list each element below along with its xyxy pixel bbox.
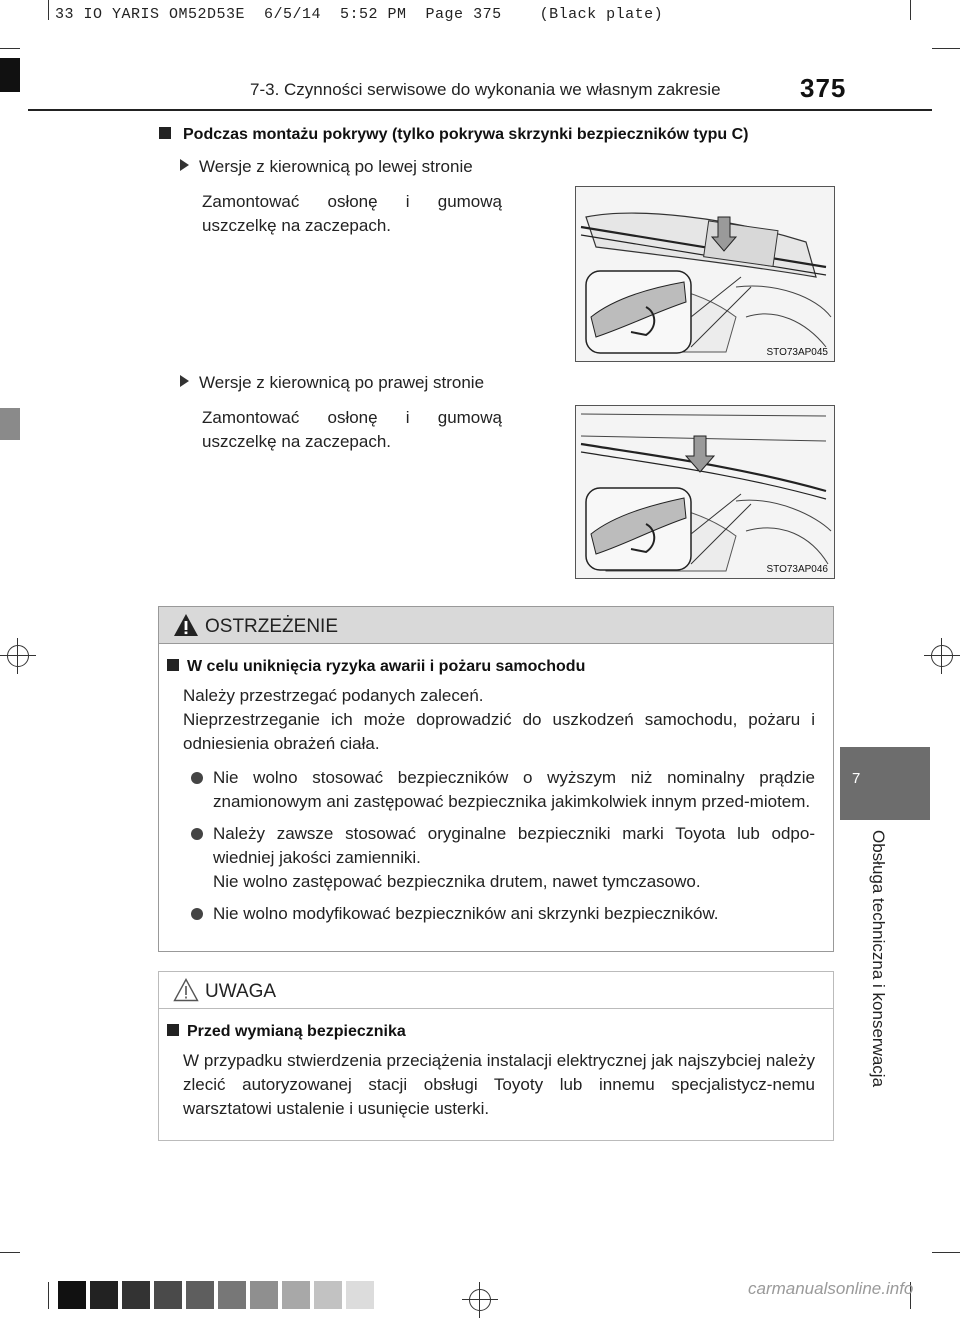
caution-header	[159, 972, 833, 1009]
watermark-text: carmanualsonline.info	[748, 1279, 914, 1298]
registration-mark	[0, 638, 36, 674]
warning-subheading-text: W celu uniknięcia ryzyka awarii i pożaru samochodu	[187, 658, 586, 675]
warning-intro-line2: Nieprzestrzeganie ich może doprowadzić do uszkodzeń samochodu, pożaru i odniesienia obrażeń ciała.	[183, 710, 815, 753]
figure-code: STO73AP046	[766, 564, 828, 575]
crop-mark	[932, 48, 960, 49]
print-slug: 33 IO YARIS OM52D53E 6/5/14 5:52 PM Page 375 (Black plate)	[55, 6, 664, 23]
crop-mark	[0, 1252, 20, 1253]
bullet-dot-icon	[191, 772, 203, 784]
warning-bullet	[213, 766, 815, 814]
caution-heading: UWAGA	[205, 981, 277, 1002]
triangle-bullet-icon	[180, 375, 189, 387]
warning-bullet-extra: Nie wolno zastępować bezpiecznika drutem, nawet tymczasowo.	[213, 872, 701, 891]
instruction-text: Zamontować osłonę i gumową uszczelkę na zaczepach.	[202, 192, 502, 235]
warning-bullet-text: Nie wolno modyfikować bezpieczników ani skrzynki bezpieczników.	[213, 904, 719, 923]
corner-block	[0, 58, 20, 92]
side-marker	[0, 408, 20, 440]
crop-mark	[932, 1252, 960, 1253]
warning-intro-line1: Należy przestrzegać podanych zaleceń.	[183, 686, 484, 705]
caution-text: W przypadku stwierdzenia przeciążenia instalacji elektrycznej jak najszybciej należy zlecić autoryzowanej stacji obsługi Toyoty lub innemu specjalistycz-nemu warsztatowi ustalenie i usunięcie usterki.	[183, 1051, 815, 1118]
header-rule	[28, 109, 932, 111]
crop-mark	[48, 1282, 49, 1309]
fuse-box-illustration	[576, 187, 834, 361]
page-number: 375	[800, 73, 847, 103]
color-swatch	[218, 1281, 246, 1309]
warning-header	[159, 607, 833, 644]
caution-triangle-icon	[173, 978, 199, 1002]
variant-label-text: Wersje z kierownicą po prawej stronie	[199, 373, 485, 392]
registration-mark	[462, 1282, 498, 1318]
color-swatch	[90, 1281, 118, 1309]
crop-mark	[48, 0, 49, 20]
triangle-bullet-icon	[180, 159, 189, 171]
crop-mark	[910, 0, 911, 20]
chapter-title: Obsługa techniczna i konserwacja	[869, 830, 888, 1088]
figure-left-hand-drive	[575, 186, 835, 362]
square-bullet-icon	[167, 659, 179, 671]
registration-mark	[924, 638, 960, 674]
caution-subheading	[167, 1023, 815, 1041]
color-swatch	[282, 1281, 310, 1309]
figure-code: STO73AP045	[766, 347, 828, 358]
color-swatch	[122, 1281, 150, 1309]
running-header: 7-3. Czynności serwisowe do wykonania we własnym zakresie	[250, 80, 721, 99]
instruction-text: Zamontować osłonę i gumową uszczelkę na zaczepach.	[202, 408, 502, 451]
square-bullet-icon	[167, 1024, 179, 1036]
variant-label	[180, 373, 484, 393]
warning-triangle-icon	[173, 613, 199, 637]
warning-heading: OSTRZEŻENIE	[205, 616, 339, 637]
variant-label	[180, 157, 473, 177]
figure-right-hand-drive	[575, 405, 835, 579]
warning-bullet	[213, 902, 815, 926]
fuse-box-illustration	[576, 406, 834, 578]
square-bullet-icon	[159, 127, 171, 139]
color-swatch	[154, 1281, 182, 1309]
variant-label-text: Wersje z kierownicą po lewej stronie	[199, 157, 473, 176]
bullet-dot-icon	[191, 908, 203, 920]
warning-box	[158, 606, 834, 952]
section-title-text: Podczas montażu pokrywy (tylko pokrywa skrzynki bezpieczników typu C)	[183, 126, 749, 143]
color-swatch	[186, 1281, 214, 1309]
caution-box	[158, 971, 834, 1141]
color-swatch	[314, 1281, 342, 1309]
warning-subheading	[167, 658, 815, 676]
warning-bullet	[213, 822, 815, 894]
warning-bullet-text: Nie wolno stosować bezpieczników o wyższym niż nominalny prądzie znamionowym ani zastępować bezpiecznika jakimkolwiek innym przed-miotem.	[213, 768, 815, 811]
section-title	[159, 126, 748, 144]
color-swatch	[250, 1281, 278, 1309]
color-swatch	[58, 1281, 86, 1309]
caution-subheading-text: Przed wymianą bezpiecznika	[187, 1023, 406, 1040]
chapter-number: 7	[852, 770, 861, 787]
bullet-dot-icon	[191, 828, 203, 840]
color-swatch	[346, 1281, 374, 1309]
warning-bullet-text: Należy zawsze stosować oryginalne bezpieczniki marki Toyota lub odpo-wiedniej jakości zamienniki.	[213, 824, 815, 867]
crop-mark	[0, 48, 20, 49]
